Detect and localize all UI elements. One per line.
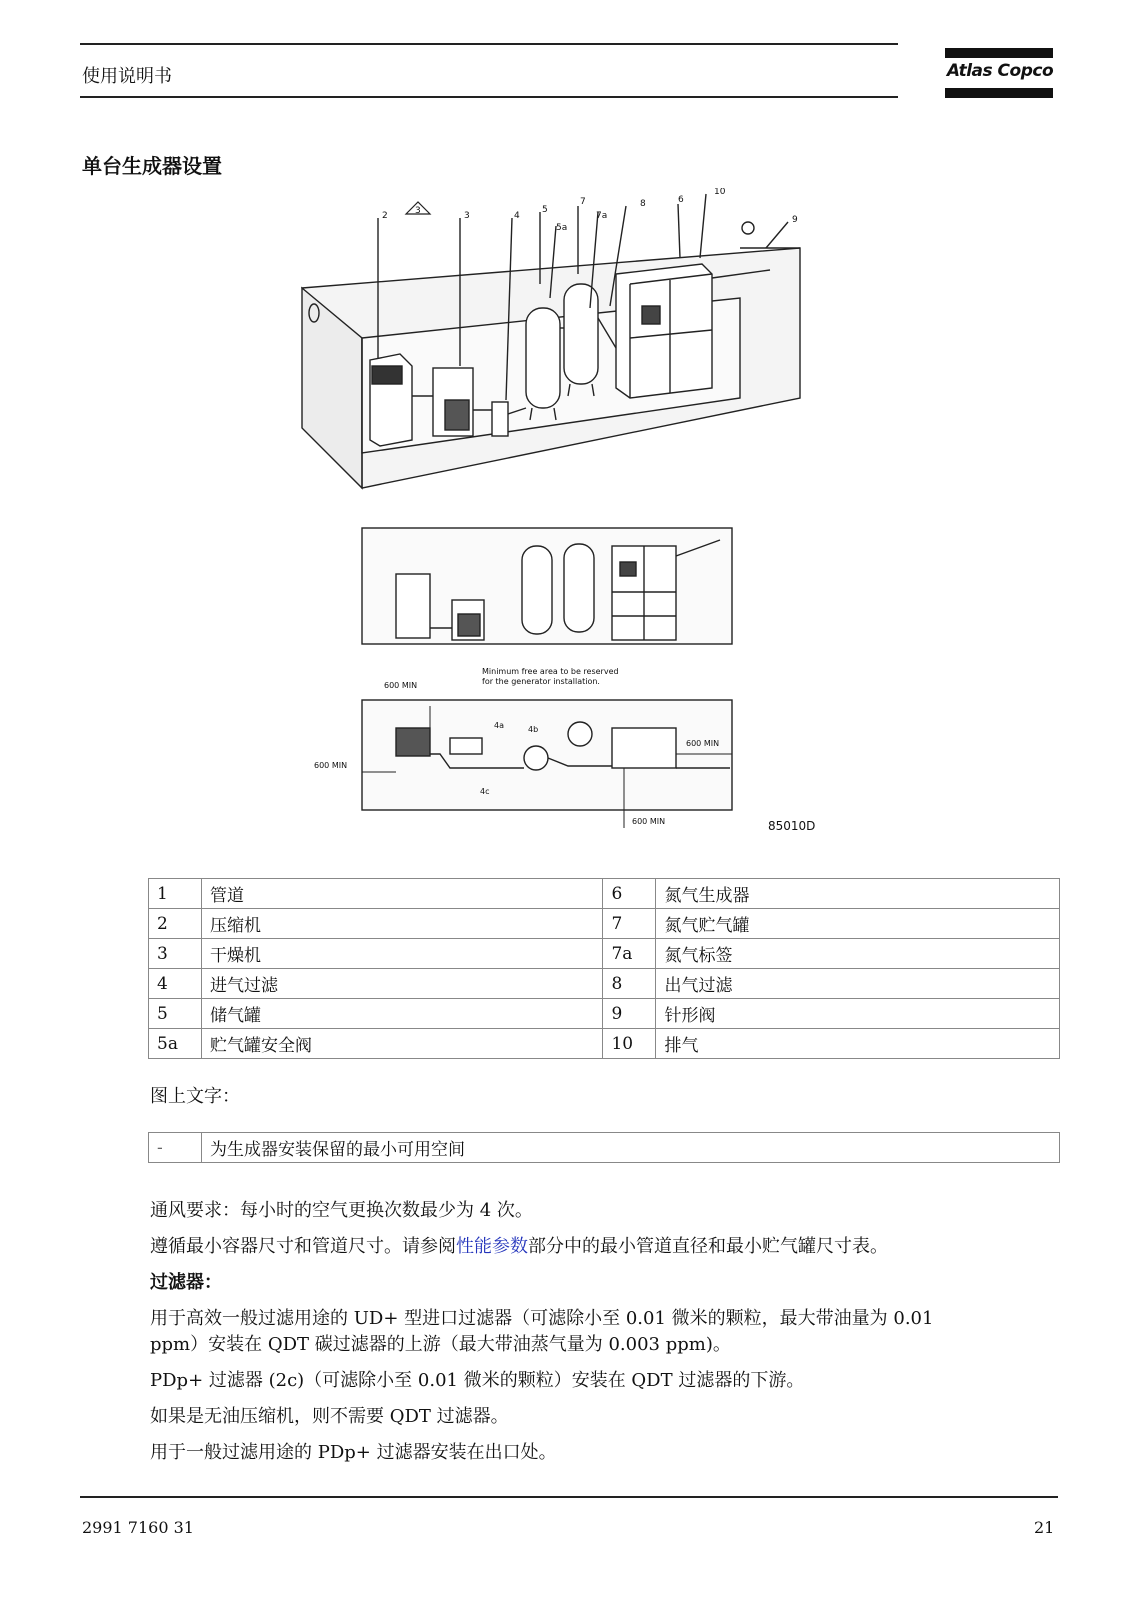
dim-bottom: 600 MIN [632,817,666,826]
filter-paragraph-3: 如果是无油压缩机，则不需要 QDT 过滤器。 [150,1406,509,1427]
table-row [149,879,1060,909]
plan-view [362,700,732,828]
header-title: 使用说明书 [82,66,172,87]
callout-5: 5 [542,205,548,215]
front-view [362,528,732,644]
filter-paragraph-1-line-1: 用于高效一般过滤用途的 UD+ 型进口过滤器（可滤除小至 0.01 微米的颗粒，最大带油量为 0.01 [150,1308,934,1329]
legend-text: 氮气生成器 [656,879,1060,909]
legend-number: 10 [603,1029,656,1059]
callout-7: 7 [580,197,586,207]
callout-6: 6 [678,195,684,205]
legend-number: 2 [149,909,202,939]
legend-number: 3 [149,939,202,969]
sizing-paragraph [150,1234,1060,1260]
legend-text: 氮气标签 [656,939,1060,969]
dim-right: 600 MIN [686,739,720,748]
installation-diagram [300,188,840,858]
table-row [149,909,1060,939]
table-row [149,969,1060,999]
filter-paragraph-2: PDp+ 过滤器 (2c)（可滤除小至 0.01 微米的颗粒）安装在 QDT 过滤器的下游。 [150,1370,805,1391]
filter-paragraph-1 [150,1306,1060,1358]
doc-number: 2991 7160 31 [82,1518,194,1537]
atlas-copco-logo: Atlas Copco [945,48,1055,102]
legend-text: 贮气罐安全阀 [201,1029,603,1059]
legend-number: 7a [603,939,656,969]
legend-text: 干燥机 [201,939,603,969]
filter-paragraph-1-line-2: ppm）安装在 QDT 碳过滤器的上游（最大带油蒸气量为 0.003 ppm)。 [150,1334,731,1355]
callout-3: 3 [464,211,470,221]
table-row [149,999,1060,1029]
callout-8: 8 [640,199,646,209]
callout-9: 9 [792,215,798,225]
legend-number: 8 [603,969,656,999]
callout-3-triangle: 3 [415,206,421,216]
callout-10: 10 [714,188,726,197]
legend-number: 4 [149,969,202,999]
legend-text: 排气 [656,1029,1060,1059]
sizing-text-b: 部分中的最小管道直径和最小贮气罐尺寸表。 [528,1236,888,1257]
legend-text: 氮气贮气罐 [656,909,1060,939]
ventilation-paragraph: 通风要求：每小时的空气更换次数最少为 4 次。 [150,1200,533,1221]
figure-text-key: - [149,1133,202,1163]
callout-4: 4 [514,211,520,221]
figure-text-value: 为生成器安装保留的最小可用空间 [201,1133,1059,1163]
label-4a: 4a [494,721,504,730]
header-top-rule [80,43,898,45]
header-bottom-rule [80,96,898,98]
legend-text: 储气罐 [201,999,603,1029]
legend-table [148,878,1060,1059]
callout-7a: 7a [596,211,608,221]
label-4b: 4b [528,725,539,734]
dim-left: 600 MIN [314,761,348,770]
callout-5a: 5a [556,223,568,233]
filter-paragraph-4: 用于一般过滤用途的 PDp+ 过滤器安装在出口处。 [150,1442,557,1463]
table-row [149,1029,1060,1059]
isometric-view [302,194,800,488]
figure-id: 85010D [768,819,816,833]
legend-text: 针形阀 [656,999,1060,1029]
legend-text: 压缩机 [201,909,603,939]
figure-text-heading: 图上文字： [150,1086,240,1107]
note-line-1: Minimum free area to be reserved [482,667,619,676]
legend-text: 进气过滤 [201,969,603,999]
footer-rule [80,1496,1058,1498]
dim-top: 600 MIN [384,681,418,690]
note-line-2: for the generator installation. [482,677,600,686]
legend-number: 9 [603,999,656,1029]
legend-text: 管道 [201,879,603,909]
legend-number: 1 [149,879,202,909]
legend-number: 5 [149,999,202,1029]
legend-text: 出气过滤 [656,969,1060,999]
label-4c: 4c [480,787,490,796]
figure-text-table [148,1132,1060,1163]
callout-2: 2 [382,211,388,221]
legend-number: 6 [603,879,656,909]
performance-link[interactable]: 性能参数 [456,1236,528,1257]
page-number: 21 [1034,1518,1055,1537]
sizing-text-a: 遵循最小容器尺寸和管道尺寸。请参阅 [150,1236,456,1257]
section-title: 单台生成器设置 [82,154,222,178]
legend-number: 7 [603,909,656,939]
table-row [149,939,1060,969]
legend-number: 5a [149,1029,202,1059]
table-row [149,1133,1060,1163]
filter-heading: 过滤器： [150,1272,222,1293]
